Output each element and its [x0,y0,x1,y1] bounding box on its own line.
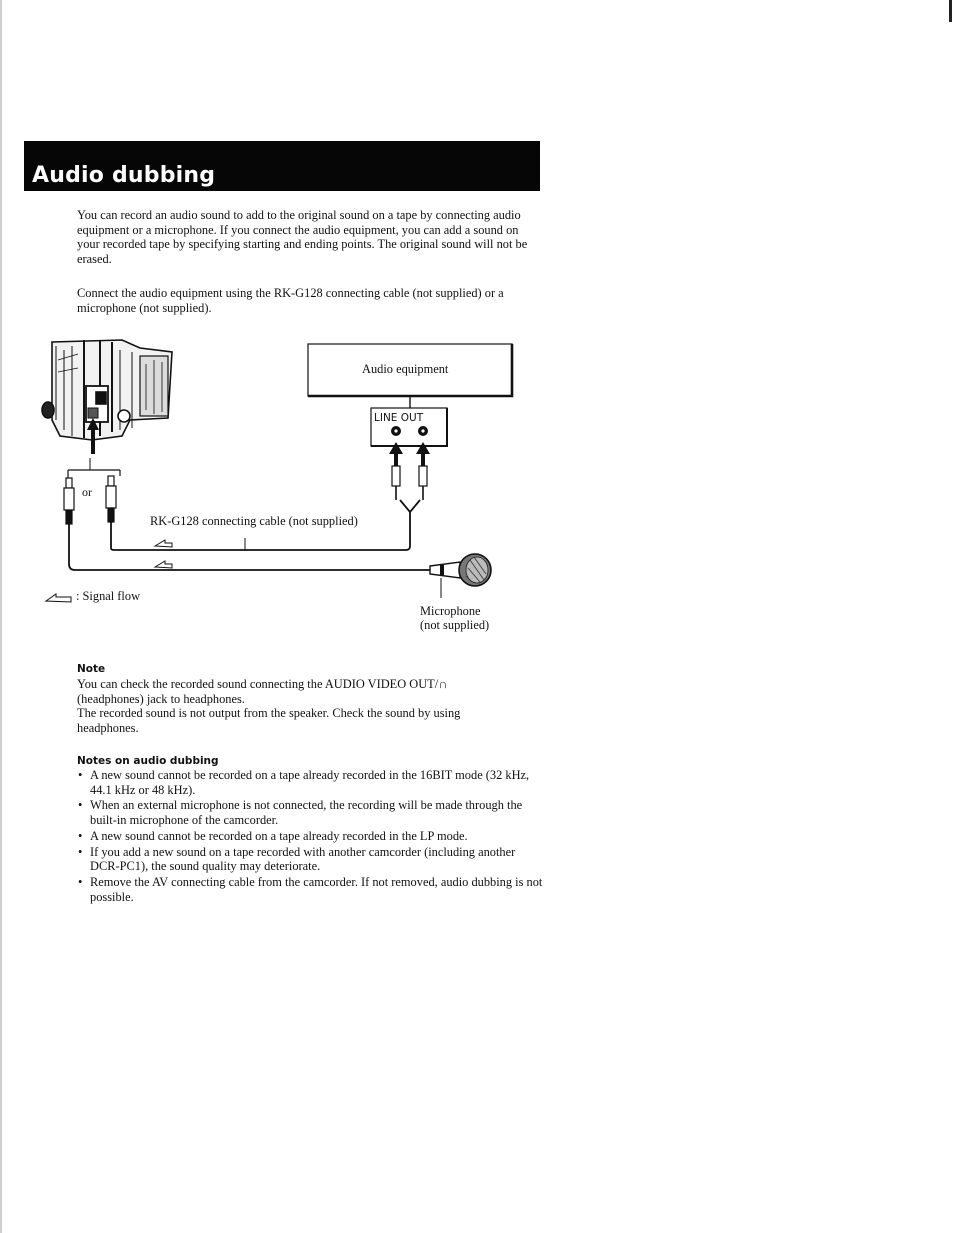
notes-list [77,768,547,905]
signal-flow-label: : Signal flow [76,589,141,603]
or-label: or [82,485,92,499]
cable-plug-right [106,476,116,522]
cable-label: RK-G128 connecting cable (not supplied) [150,514,358,528]
note-heading: Note [77,663,106,675]
mic-plug-left [64,478,74,524]
note-line-2: The recorded sound is not output from the speaker. Check the sound by using headphones. [77,706,461,735]
camcorder-illustration [42,340,172,440]
microphone-illustration [430,554,491,598]
microphone-cable [69,524,430,570]
connect-paragraph: Connect the audio equipment using the RK-G128 connecting cable (not supplied) or a microphone (not supplied). [77,286,504,315]
notes-heading: Notes on audio dubbing [77,755,219,767]
list-item: • When an external microphone is not connected, the recording will be made through the built-in microphone of the camcorder. [78,798,523,827]
microphone-label: Microphone [420,604,481,618]
note-line-1: You can check the recorded sound connecting the AUDIO VIDEO OUT/∩ (headphones) jack to headphones. [77,677,448,706]
line-out-label: LINE OUT [374,412,424,424]
rca-plugs [389,442,430,500]
microphone-note-label: (not supplied) [420,618,490,632]
audio-equipment-box [308,344,512,410]
list-item: • If you add a new sound on a tape recorded with another camcorder (including another DCR-PC1), the sound quality may deteriorate. [78,844,516,874]
audio-equipment-label: Audio equipment [362,362,449,376]
intro-paragraph: You can record an audio sound to add to the original sound on a tape by connecting audio equipment or a microphone. If you connect the audio equipment, you can add a sound on your recorded tape by specifying starting and ending points. The original sound will not be erased. [77,208,528,266]
page-title: Audio dubbing [32,163,216,188]
list-item: • A new sound cannot be recorded on a tape already recorded in the LP mode. [78,828,468,843]
list-item: • Remove the AV connecting cable from the camcorder. If not removed, audio dubbing is not possible. [78,874,543,904]
list-item: • A new sound cannot be recorded on a tape already recorded in the 16BIT mode (32 kHz, 44.1 kHz or 48 kHz). [78,768,530,797]
